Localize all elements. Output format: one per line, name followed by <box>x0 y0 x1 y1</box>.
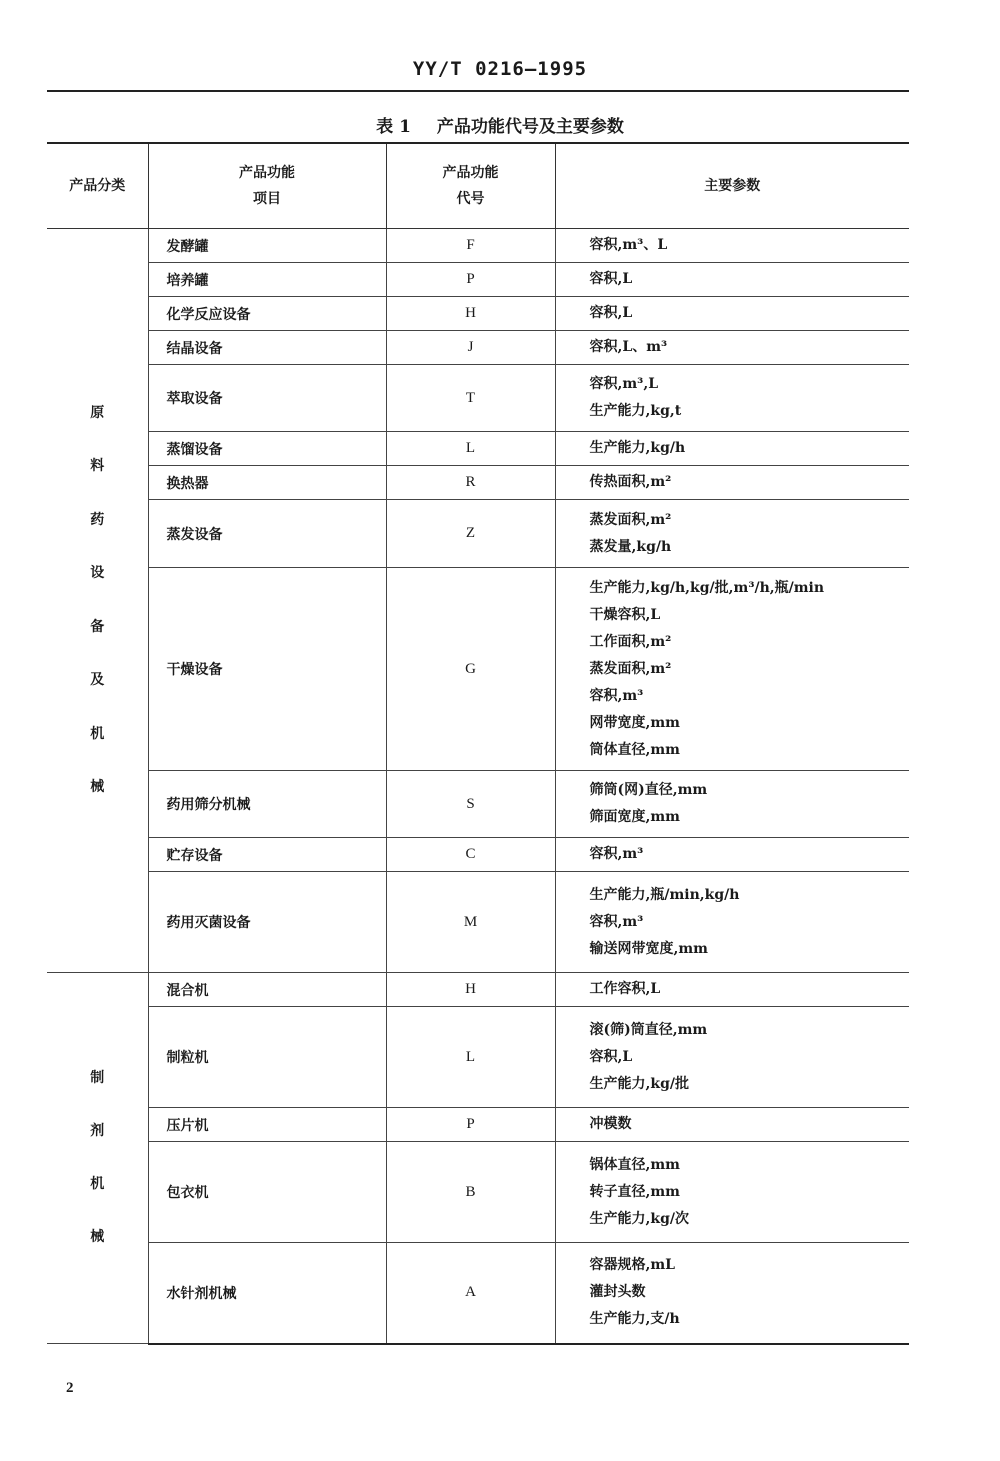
table-row <box>47 1142 909 1243</box>
item-name: 药用灭菌设备 <box>148 872 386 973</box>
function-code: H <box>386 973 555 1007</box>
function-code: H <box>386 297 555 331</box>
table-caption: 产品功能代号及主要参数 <box>436 117 624 137</box>
main-params: 容积,m³,L 生产能力,kg,t <box>555 365 909 432</box>
function-code: P <box>386 263 555 297</box>
function-code: J <box>386 331 555 365</box>
item-name: 萃取设备 <box>148 365 386 432</box>
table-header-row <box>47 143 909 229</box>
main-params: 冲模数 <box>555 1108 909 1142</box>
item-name: 贮存设备 <box>148 838 386 872</box>
main-params: 容器规格,mL 灌封头数 生产能力,支/h <box>555 1243 909 1344</box>
main-params: 容积,m³、L <box>555 229 909 263</box>
function-code: G <box>386 568 555 771</box>
item-name: 药用筛分机械 <box>148 771 386 838</box>
function-code: L <box>386 1007 555 1108</box>
main-params: 蒸发面积,m² 蒸发量,kg/h <box>555 500 909 568</box>
table-row <box>47 331 909 365</box>
item-name: 培养罐 <box>148 263 386 297</box>
item-name: 包衣机 <box>148 1142 386 1243</box>
standard-code: YY/T 0216—1995 <box>412 58 588 80</box>
category-api-equipment: 原 料 药 设 备 及 机 械 <box>47 229 148 973</box>
table-row <box>47 568 909 771</box>
table-row <box>47 500 909 568</box>
function-code: F <box>386 229 555 263</box>
function-code: S <box>386 771 555 838</box>
table-title <box>0 112 1000 137</box>
table-row <box>47 466 909 500</box>
item-name: 压片机 <box>148 1108 386 1142</box>
item-name: 混合机 <box>148 973 386 1007</box>
main-params: 容积,m³ <box>555 838 909 872</box>
item-name: 水针剂机械 <box>148 1243 386 1344</box>
main-params: 传热面积,m² <box>555 466 909 500</box>
table-row <box>47 872 909 973</box>
item-name: 换热器 <box>148 466 386 500</box>
main-params: 容积,L <box>555 263 909 297</box>
table-row <box>47 1243 909 1344</box>
main-params: 容积,L <box>555 297 909 331</box>
table-row <box>47 1108 909 1142</box>
function-code: A <box>386 1243 555 1344</box>
main-params: 容积,L、m³ <box>555 331 909 365</box>
category-formulation-machinery: 制 剂 机 械 <box>47 973 148 1344</box>
table-row <box>47 229 909 263</box>
page-number: 2 <box>66 1380 74 1396</box>
table-row <box>47 297 909 331</box>
header-category: 产品分类 <box>47 143 148 229</box>
header-rule <box>47 90 909 92</box>
table-row <box>47 1007 909 1108</box>
function-code: C <box>386 838 555 872</box>
main-params: 锅体直径,mm 转子直径,mm 生产能力,kg/次 <box>555 1142 909 1243</box>
function-code: L <box>386 432 555 466</box>
item-name: 干燥设备 <box>148 568 386 771</box>
item-name: 化学反应设备 <box>148 297 386 331</box>
table-row <box>47 365 909 432</box>
main-params: 筛筒(网)直径,mm 筛面宽度,mm <box>555 771 909 838</box>
header-item: 产品功能 项目 <box>148 143 386 229</box>
table-row <box>47 838 909 872</box>
main-params: 工作容积,L <box>555 973 909 1007</box>
function-code: T <box>386 365 555 432</box>
table-row <box>47 973 909 1007</box>
main-params: 生产能力,kg/h,kg/批,m³/h,瓶/min 干燥容积,L 工作面积,m² 蒸发面积,m² 容积,m³ 网带宽度,mm 筒体直径,mm <box>555 568 909 771</box>
table-number: 表 1 <box>376 117 411 137</box>
header-code: 产品功能 代号 <box>386 143 555 229</box>
header-params: 主要参数 <box>555 143 909 229</box>
function-code: Z <box>386 500 555 568</box>
function-code: B <box>386 1142 555 1243</box>
main-params: 生产能力,瓶/min,kg/h 容积,m³ 输送网带宽度,mm <box>555 872 909 973</box>
item-name: 制粒机 <box>148 1007 386 1108</box>
item-name: 发酵罐 <box>148 229 386 263</box>
item-name: 结晶设备 <box>148 331 386 365</box>
product-function-table <box>47 142 909 1345</box>
item-name: 蒸发设备 <box>148 500 386 568</box>
function-code: M <box>386 872 555 973</box>
table-row <box>47 263 909 297</box>
main-params: 生产能力,kg/h <box>555 432 909 466</box>
function-code: P <box>386 1108 555 1142</box>
function-code: R <box>386 466 555 500</box>
table-row <box>47 771 909 838</box>
main-params: 滚(筛)筒直径,mm 容积,L 生产能力,kg/批 <box>555 1007 909 1108</box>
table-row <box>47 432 909 466</box>
item-name: 蒸馏设备 <box>148 432 386 466</box>
